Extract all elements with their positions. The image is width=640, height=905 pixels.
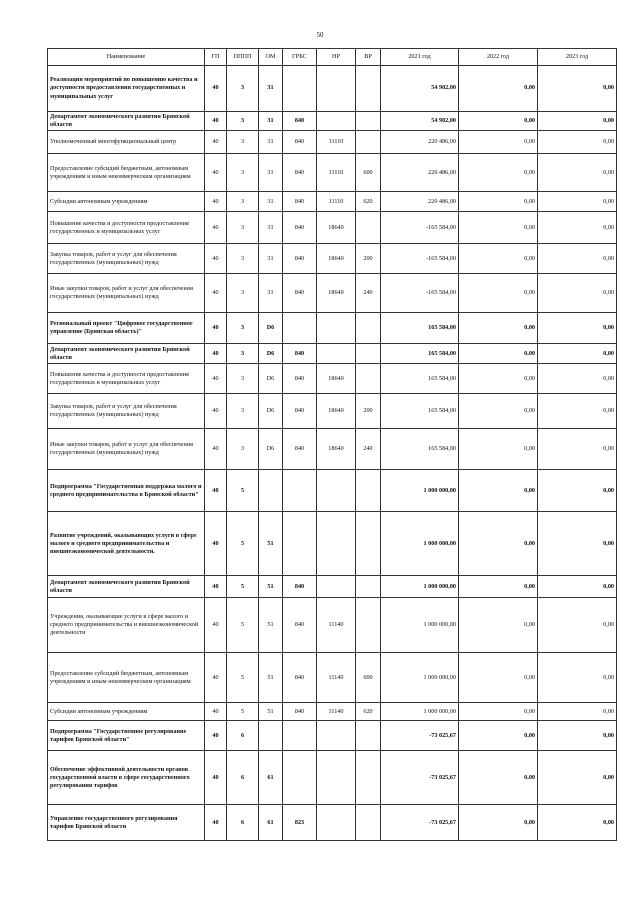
grbs-cell: 840 bbox=[283, 703, 317, 721]
pppp-cell: 5 bbox=[227, 598, 259, 653]
amount-2023: 0,00 bbox=[538, 805, 617, 841]
om-cell bbox=[259, 721, 283, 751]
amount-2021: 1 000 000,00 bbox=[381, 512, 459, 576]
grbs-cell: 840 bbox=[283, 112, 317, 131]
pppp-cell: 3 bbox=[227, 274, 259, 313]
pppp-cell: 3 bbox=[227, 364, 259, 394]
vr-cell bbox=[356, 212, 381, 244]
pppp-cell: 3 bbox=[227, 394, 259, 429]
amount-2022: 0,00 bbox=[459, 394, 538, 429]
header-row bbox=[48, 49, 617, 66]
amount-2022: 0,00 bbox=[459, 274, 538, 313]
nr-cell: 18640 bbox=[317, 364, 356, 394]
om-cell: 31 bbox=[259, 274, 283, 313]
vr-cell bbox=[356, 576, 381, 598]
nr-cell: 11110 bbox=[317, 131, 356, 154]
table-row bbox=[48, 805, 617, 841]
amount-2022: 0,00 bbox=[459, 154, 538, 192]
column-header: 2022 год bbox=[459, 49, 538, 66]
table-row bbox=[48, 192, 617, 212]
table-row bbox=[48, 313, 617, 344]
row-name: Региональный проект "Цифровое государственное управление (Брянская область)" bbox=[48, 313, 205, 344]
amount-2021: 220 486,00 bbox=[381, 192, 459, 212]
amount-2021: 165 584,00 bbox=[381, 313, 459, 344]
amount-2021: -73 025,67 bbox=[381, 721, 459, 751]
row-name: Учреждения, оказывающие услуги в сфере малого и среднего предпринимательства и внешнеэкономической деятельности bbox=[48, 598, 205, 653]
table-row bbox=[48, 344, 617, 364]
om-cell: D6 bbox=[259, 364, 283, 394]
amount-2023: 0,00 bbox=[538, 131, 617, 154]
pppp-cell: 6 bbox=[227, 751, 259, 805]
grbs-cell bbox=[283, 313, 317, 344]
table-row bbox=[48, 721, 617, 751]
om-cell bbox=[259, 470, 283, 512]
pppp-cell: 3 bbox=[227, 131, 259, 154]
amount-2021: -165 584,00 bbox=[381, 274, 459, 313]
table-row bbox=[48, 598, 617, 653]
amount-2021: 54 902,00 bbox=[381, 112, 459, 131]
table-row bbox=[48, 274, 617, 313]
om-cell: D6 bbox=[259, 344, 283, 364]
row-name: Подпрограмма "Государственное регулирование тарифов Брянской области" bbox=[48, 721, 205, 751]
row-name: Обеспечение эффективной деятельности органов государственной власти в сфере государственного регулирования тарифов bbox=[48, 751, 205, 805]
row-name: Департамент экономического развития Брянской области bbox=[48, 576, 205, 598]
column-header: ПППП bbox=[227, 49, 259, 66]
om-cell: 51 bbox=[259, 598, 283, 653]
table-row bbox=[48, 576, 617, 598]
row-name: Иные закупки товаров, работ и услуг для обеспечения государственных (муниципальных) нужд bbox=[48, 429, 205, 470]
amount-2021: 1 000 000,00 bbox=[381, 703, 459, 721]
grbs-cell bbox=[283, 66, 317, 112]
row-name: Уполномоченный многофункциональный центр bbox=[48, 131, 205, 154]
column-header: Наименование bbox=[48, 49, 205, 66]
row-name: Субсидии автономным учреждениям bbox=[48, 192, 205, 212]
vr-cell bbox=[356, 344, 381, 364]
nr-cell bbox=[317, 751, 356, 805]
grbs-cell: 840 bbox=[283, 274, 317, 313]
pppp-cell: 6 bbox=[227, 721, 259, 751]
pppp-cell: 3 bbox=[227, 344, 259, 364]
table-row bbox=[48, 154, 617, 192]
vr-cell bbox=[356, 364, 381, 394]
amount-2022: 0,00 bbox=[459, 313, 538, 344]
pppp-cell: 3 bbox=[227, 192, 259, 212]
amount-2023: 0,00 bbox=[538, 394, 617, 429]
grbs-cell: 840 bbox=[283, 192, 317, 212]
amount-2021: 1 000 000,00 bbox=[381, 576, 459, 598]
row-name: Повышение качества и доступности предоставления государственных и муниципальных услуг bbox=[48, 364, 205, 394]
vr-cell bbox=[356, 805, 381, 841]
vr-cell bbox=[356, 751, 381, 805]
amount-2023: 0,00 bbox=[538, 703, 617, 721]
om-cell: 31 bbox=[259, 112, 283, 131]
vr-cell bbox=[356, 66, 381, 112]
grbs-cell: 840 bbox=[283, 394, 317, 429]
pppp-cell: 5 bbox=[227, 653, 259, 703]
amount-2023: 0,00 bbox=[538, 313, 617, 344]
grbs-cell: 840 bbox=[283, 576, 317, 598]
amount-2022: 0,00 bbox=[459, 598, 538, 653]
gp-cell: 40 bbox=[205, 192, 227, 212]
vr-cell bbox=[356, 598, 381, 653]
vr-cell bbox=[356, 721, 381, 751]
amount-2021: -73 025,67 bbox=[381, 805, 459, 841]
amount-2022: 0,00 bbox=[459, 721, 538, 751]
amount-2022: 0,00 bbox=[459, 244, 538, 274]
gp-cell: 40 bbox=[205, 212, 227, 244]
amount-2021: -73 025,67 bbox=[381, 751, 459, 805]
amount-2022: 0,00 bbox=[459, 576, 538, 598]
row-name: Субсидии автономным учреждениям bbox=[48, 703, 205, 721]
amount-2023: 0,00 bbox=[538, 653, 617, 703]
amount-2023: 0,00 bbox=[538, 344, 617, 364]
om-cell: 51 bbox=[259, 512, 283, 576]
gp-cell: 40 bbox=[205, 364, 227, 394]
gp-cell: 40 bbox=[205, 66, 227, 112]
gp-cell: 40 bbox=[205, 429, 227, 470]
nr-cell: 18640 bbox=[317, 212, 356, 244]
om-cell: 51 bbox=[259, 576, 283, 598]
amount-2022: 0,00 bbox=[459, 751, 538, 805]
row-name: Закупка товаров, работ и услуг для обеспечения государственных (муниципальных) нужд bbox=[48, 244, 205, 274]
vr-cell bbox=[356, 512, 381, 576]
gp-cell: 40 bbox=[205, 576, 227, 598]
gp-cell: 40 bbox=[205, 154, 227, 192]
amount-2023: 0,00 bbox=[538, 598, 617, 653]
om-cell: 51 bbox=[259, 653, 283, 703]
amount-2023: 0,00 bbox=[538, 470, 617, 512]
om-cell: 31 bbox=[259, 66, 283, 112]
amount-2023: 0,00 bbox=[538, 512, 617, 576]
vr-cell bbox=[356, 313, 381, 344]
table-row bbox=[48, 470, 617, 512]
amount-2023: 0,00 bbox=[538, 429, 617, 470]
pppp-cell: 3 bbox=[227, 212, 259, 244]
table-row bbox=[48, 512, 617, 576]
amount-2021: -165 584,00 bbox=[381, 244, 459, 274]
gp-cell: 40 bbox=[205, 751, 227, 805]
table-row bbox=[48, 751, 617, 805]
amount-2021: 165 584,00 bbox=[381, 429, 459, 470]
amount-2023: 0,00 bbox=[538, 244, 617, 274]
vr-cell bbox=[356, 470, 381, 512]
pppp-cell: 6 bbox=[227, 805, 259, 841]
nr-cell: 18640 bbox=[317, 429, 356, 470]
amount-2022: 0,00 bbox=[459, 653, 538, 703]
amount-2021: 1 000 000,00 bbox=[381, 598, 459, 653]
row-name: Департамент экономического развития Брянской области bbox=[48, 344, 205, 364]
amount-2022: 0,00 bbox=[459, 344, 538, 364]
grbs-cell bbox=[283, 751, 317, 805]
row-name: Предоставление субсидий бюджетным, автономным учреждениям и иным некоммерческим организациям bbox=[48, 154, 205, 192]
gp-cell: 40 bbox=[205, 344, 227, 364]
column-header: ВР bbox=[356, 49, 381, 66]
vr-cell bbox=[356, 131, 381, 154]
amount-2021: 165 584,00 bbox=[381, 394, 459, 429]
gp-cell: 40 bbox=[205, 512, 227, 576]
amount-2021: 1 000 000,00 bbox=[381, 470, 459, 512]
amount-2022: 0,00 bbox=[459, 212, 538, 244]
gp-cell: 40 bbox=[205, 244, 227, 274]
pppp-cell: 5 bbox=[227, 470, 259, 512]
vr-cell: 240 bbox=[356, 274, 381, 313]
amount-2022: 0,00 bbox=[459, 512, 538, 576]
nr-cell bbox=[317, 313, 356, 344]
amount-2022: 0,00 bbox=[459, 112, 538, 131]
gp-cell: 40 bbox=[205, 274, 227, 313]
pppp-cell: 3 bbox=[227, 66, 259, 112]
amount-2021: 220 486,00 bbox=[381, 131, 459, 154]
grbs-cell: 840 bbox=[283, 131, 317, 154]
nr-cell bbox=[317, 721, 356, 751]
row-name: Реализация мероприятий по повышению качества и доступности предоставления государственных и муниципальных услуг bbox=[48, 66, 205, 112]
grbs-cell: 823 bbox=[283, 805, 317, 841]
amount-2023: 0,00 bbox=[538, 192, 617, 212]
amount-2023: 0,00 bbox=[538, 66, 617, 112]
amount-2023: 0,00 bbox=[538, 274, 617, 313]
nr-cell bbox=[317, 112, 356, 131]
page-number: 50 bbox=[316, 31, 324, 39]
amount-2022: 0,00 bbox=[459, 131, 538, 154]
pppp-cell: 3 bbox=[227, 154, 259, 192]
table-row bbox=[48, 364, 617, 394]
row-name: Управление государственного регулирования тарифов Брянской области bbox=[48, 805, 205, 841]
amount-2023: 0,00 bbox=[538, 576, 617, 598]
budget-table bbox=[47, 48, 617, 841]
nr-cell bbox=[317, 805, 356, 841]
nr-cell: 18640 bbox=[317, 274, 356, 313]
vr-cell: 200 bbox=[356, 244, 381, 274]
om-cell: 61 bbox=[259, 751, 283, 805]
gp-cell: 40 bbox=[205, 470, 227, 512]
table-row bbox=[48, 66, 617, 112]
amount-2022: 0,00 bbox=[459, 364, 538, 394]
column-header: 2021 год bbox=[381, 49, 459, 66]
amount-2021: -165 584,00 bbox=[381, 212, 459, 244]
amount-2021: 165 584,00 bbox=[381, 364, 459, 394]
gp-cell: 40 bbox=[205, 805, 227, 841]
gp-cell: 40 bbox=[205, 721, 227, 751]
grbs-cell bbox=[283, 721, 317, 751]
column-header: ОМ bbox=[259, 49, 283, 66]
amount-2022: 0,00 bbox=[459, 805, 538, 841]
nr-cell: 18640 bbox=[317, 394, 356, 429]
table-row bbox=[48, 244, 617, 274]
om-cell: 31 bbox=[259, 212, 283, 244]
grbs-cell: 840 bbox=[283, 653, 317, 703]
om-cell: 31 bbox=[259, 244, 283, 274]
table-body bbox=[48, 66, 617, 841]
pppp-cell: 3 bbox=[227, 112, 259, 131]
row-name: Развитие учреждений, оказывающих услуги в сфере малого и среднего предпринимательства и внешнеэкономической деятельности. bbox=[48, 512, 205, 576]
om-cell: D6 bbox=[259, 429, 283, 470]
row-name: Закупка товаров, работ и услуг для обеспечения государственных (муниципальных) нужд bbox=[48, 394, 205, 429]
grbs-cell: 840 bbox=[283, 244, 317, 274]
amount-2022: 0,00 bbox=[459, 470, 538, 512]
pppp-cell: 3 bbox=[227, 429, 259, 470]
nr-cell bbox=[317, 344, 356, 364]
row-name: Департамент экономического развития Брянской области bbox=[48, 112, 205, 131]
amount-2022: 0,00 bbox=[459, 66, 538, 112]
amount-2021: 54 902,00 bbox=[381, 66, 459, 112]
vr-cell bbox=[356, 112, 381, 131]
grbs-cell: 840 bbox=[283, 212, 317, 244]
nr-cell: 11140 bbox=[317, 653, 356, 703]
nr-cell bbox=[317, 470, 356, 512]
pppp-cell: 3 bbox=[227, 244, 259, 274]
amount-2021: 1 000 000,00 bbox=[381, 653, 459, 703]
nr-cell: 11110 bbox=[317, 192, 356, 212]
table-row bbox=[48, 653, 617, 703]
gp-cell: 40 bbox=[205, 598, 227, 653]
table-row bbox=[48, 394, 617, 429]
gp-cell: 40 bbox=[205, 703, 227, 721]
vr-cell: 620 bbox=[356, 703, 381, 721]
row-name: Подпрограмма "Государственная поддержка малого и среднего предпринимательства в Брянской области" bbox=[48, 470, 205, 512]
grbs-cell bbox=[283, 470, 317, 512]
om-cell: D6 bbox=[259, 394, 283, 429]
pppp-cell: 3 bbox=[227, 313, 259, 344]
row-name: Повышение качества и доступности предоставления государственных и муниципальных услуг bbox=[48, 212, 205, 244]
amount-2022: 0,00 bbox=[459, 703, 538, 721]
om-cell: 61 bbox=[259, 805, 283, 841]
table-row bbox=[48, 212, 617, 244]
amount-2023: 0,00 bbox=[538, 154, 617, 192]
amount-2022: 0,00 bbox=[459, 192, 538, 212]
amount-2023: 0,00 bbox=[538, 721, 617, 751]
amount-2023: 0,00 bbox=[538, 364, 617, 394]
table-row bbox=[48, 703, 617, 721]
table-row bbox=[48, 112, 617, 131]
grbs-cell: 840 bbox=[283, 364, 317, 394]
om-cell: 31 bbox=[259, 154, 283, 192]
row-name: Предоставление субсидий бюджетным, автономным учреждениям и иным некоммерческим организациям bbox=[48, 653, 205, 703]
nr-cell: 18640 bbox=[317, 244, 356, 274]
om-cell: 31 bbox=[259, 192, 283, 212]
nr-cell: 11140 bbox=[317, 703, 356, 721]
amount-2021: 165 584,00 bbox=[381, 344, 459, 364]
amount-2022: 0,00 bbox=[459, 429, 538, 470]
vr-cell: 600 bbox=[356, 154, 381, 192]
grbs-cell: 840 bbox=[283, 598, 317, 653]
grbs-cell: 840 bbox=[283, 429, 317, 470]
column-header: ГРБС bbox=[283, 49, 317, 66]
amount-2023: 0,00 bbox=[538, 112, 617, 131]
amount-2023: 0,00 bbox=[538, 751, 617, 805]
gp-cell: 40 bbox=[205, 394, 227, 429]
om-cell: D6 bbox=[259, 313, 283, 344]
vr-cell: 600 bbox=[356, 653, 381, 703]
nr-cell bbox=[317, 66, 356, 112]
table-row bbox=[48, 131, 617, 154]
pppp-cell: 5 bbox=[227, 576, 259, 598]
table-row bbox=[48, 429, 617, 470]
grbs-cell: 840 bbox=[283, 154, 317, 192]
vr-cell: 240 bbox=[356, 429, 381, 470]
nr-cell bbox=[317, 512, 356, 576]
column-header: НР bbox=[317, 49, 356, 66]
amount-2021: 220 486,00 bbox=[381, 154, 459, 192]
grbs-cell: 840 bbox=[283, 344, 317, 364]
gp-cell: 40 bbox=[205, 653, 227, 703]
column-header: 2023 год bbox=[538, 49, 617, 66]
column-header: ГП bbox=[205, 49, 227, 66]
gp-cell: 40 bbox=[205, 313, 227, 344]
row-name: Иные закупки товаров, работ и услуг для обеспечения государственных (муниципальных) нужд bbox=[48, 274, 205, 313]
pppp-cell: 5 bbox=[227, 512, 259, 576]
gp-cell: 40 bbox=[205, 131, 227, 154]
grbs-cell bbox=[283, 512, 317, 576]
om-cell: 51 bbox=[259, 703, 283, 721]
gp-cell: 40 bbox=[205, 112, 227, 131]
amount-2023: 0,00 bbox=[538, 212, 617, 244]
vr-cell: 620 bbox=[356, 192, 381, 212]
nr-cell: 11110 bbox=[317, 154, 356, 192]
pppp-cell: 5 bbox=[227, 703, 259, 721]
om-cell: 31 bbox=[259, 131, 283, 154]
nr-cell bbox=[317, 576, 356, 598]
vr-cell: 200 bbox=[356, 394, 381, 429]
nr-cell: 11140 bbox=[317, 598, 356, 653]
